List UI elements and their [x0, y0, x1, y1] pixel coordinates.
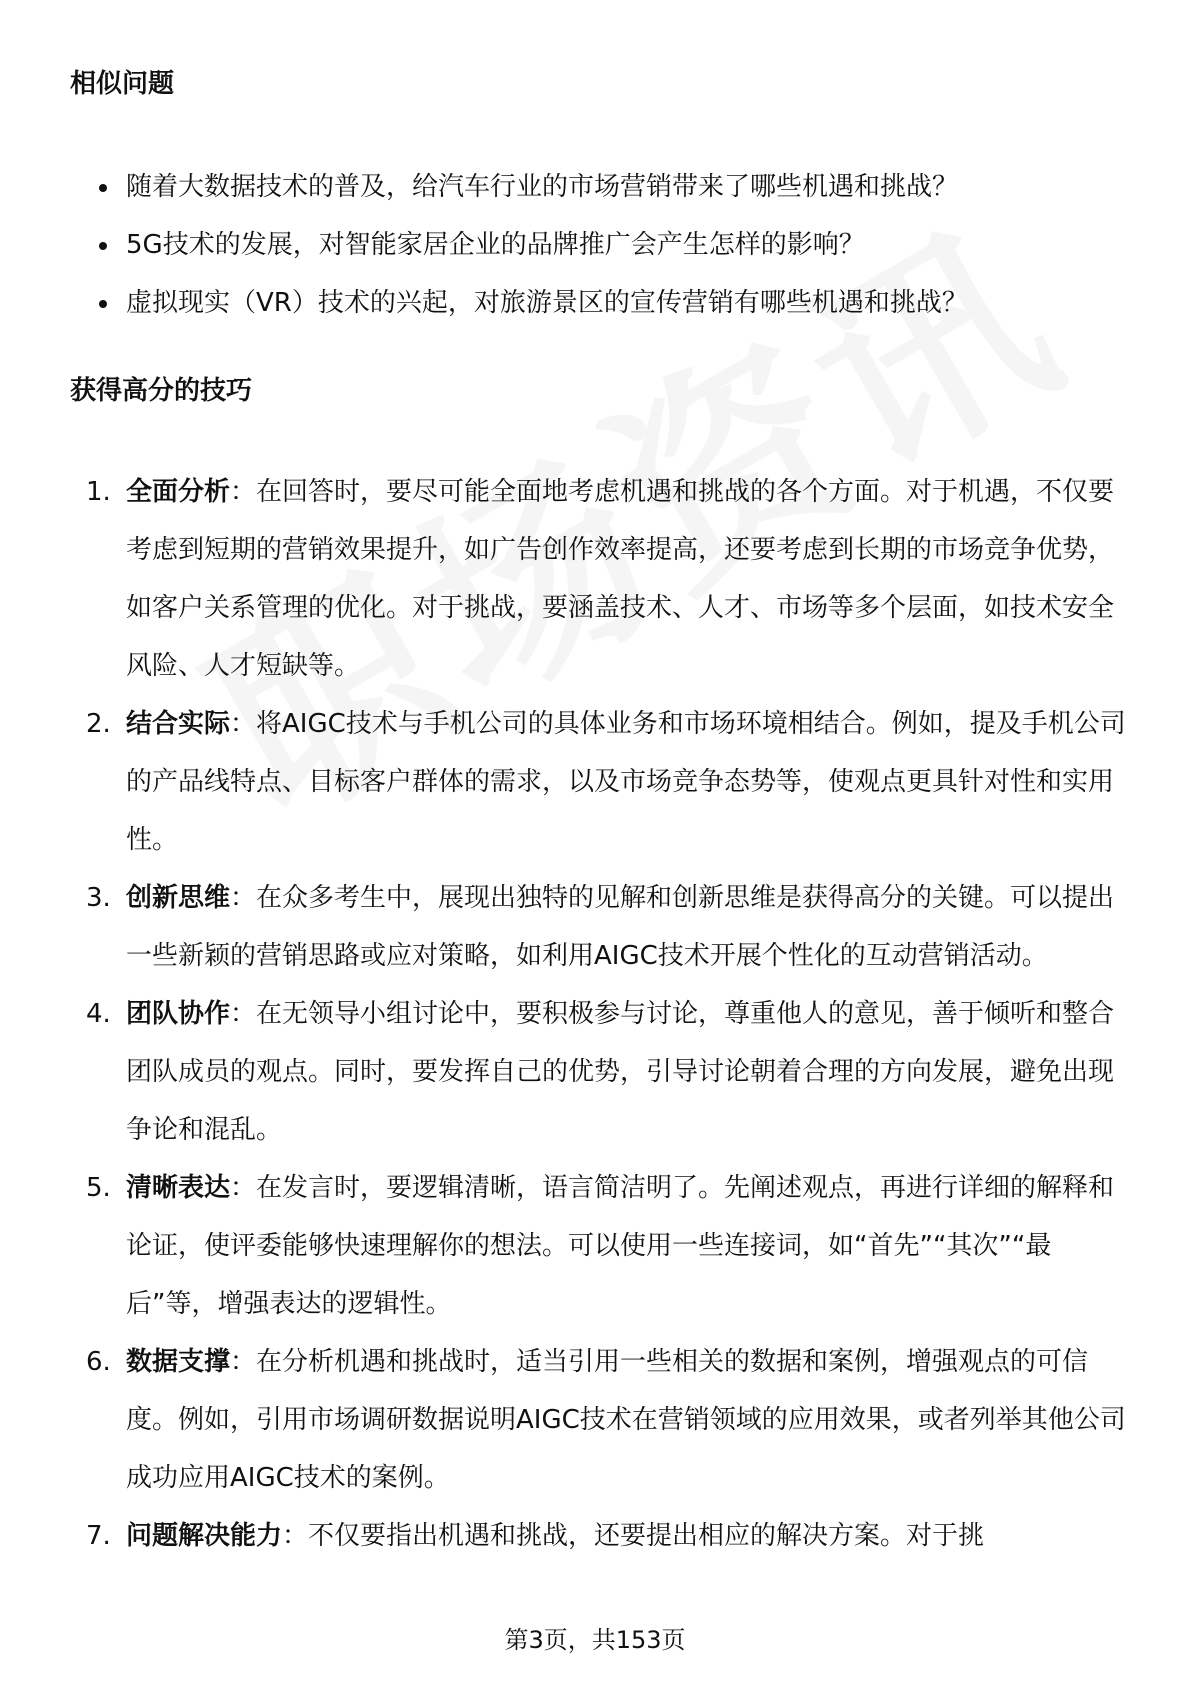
item-text: ：在回答时，要尽可能全面地考虑机遇和挑战的各个方面。对于机遇，不仅要考虑到短期的营销效果提升，如广告创作效率提高，还要考虑到长期的市场竞争优势，如客户关系管理的优化。对于挑战，要涵盖技术、人才、市场等多个层面，如技术安全风险、人才短缺等。: [126, 477, 1115, 681]
item-term: 问题解决能力: [126, 1521, 283, 1551]
similar-questions-list: [0, 158, 1190, 332]
list-item: [0, 463, 1126, 695]
section-title-similar-questions: 相似问题: [70, 69, 175, 99]
list-item: 虚拟现实（VR）技术的兴起，对旅游景区的宣传营销有哪些机遇和挑战？: [0, 274, 1190, 332]
item-text: ：在无领导小组讨论中，要积极参与讨论，尊重他人的意见，善于倾听和整合团队成员的观点。同时，要发挥自己的优势，引导讨论朝着合理的方向发展，避免出现争论和混乱。: [126, 999, 1115, 1145]
section-title-high-score-tips: 获得高分的技巧: [70, 376, 253, 406]
item-number: 3.: [86, 883, 111, 913]
item-text: ：将AIGC技术与手机公司的具体业务和市场环境相结合。例如，提及手机公司的产品线特点、目标客户群体的需求，以及市场竞争态势等，使观点更具针对性和实用性。: [126, 709, 1126, 855]
item-term: 创新思维: [126, 883, 231, 913]
item-number: 1.: [86, 477, 111, 507]
tips-list: [0, 463, 1190, 1565]
list-item: 随着大数据技术的普及，给汽车行业的市场营销带来了哪些机遇和挑战？: [0, 158, 1190, 216]
item-term: 结合实际: [126, 709, 231, 739]
page-number: 第3页，共153页: [504, 1626, 686, 1654]
item-term: 全面分析: [126, 477, 231, 507]
list-item: [0, 1333, 1126, 1507]
item-number: 2.: [86, 709, 111, 739]
item-text: ：在众多考生中，展现出独特的见解和创新思维是获得高分的关键。可以提出一些新颖的营销思路或应对策略，如利用AIGC技术开展个性化的互动营销活动。: [126, 883, 1115, 971]
item-term: 清晰表达: [126, 1173, 231, 1203]
item-text: ：在分析机遇和挑战时，适当引用一些相关的数据和案例，增强观点的可信度。例如，引用市场调研数据说明AIGC技术在营销领域的应用效果，或者列举其他公司成功应用AIGC技术的案例。: [126, 1347, 1126, 1493]
item-term: 数据支撑: [126, 1347, 231, 1377]
item-number: 6.: [86, 1347, 111, 1377]
item-number: 7.: [86, 1521, 111, 1551]
list-item: [0, 985, 1126, 1159]
item-text: ：不仅要指出机遇和挑战，还要提出相应的解决方案。对于挑: [282, 1521, 985, 1551]
list-item: [0, 1507, 1126, 1565]
list-item: [0, 1159, 1126, 1333]
item-term: 团队协作: [126, 999, 231, 1029]
item-number: 5.: [86, 1173, 111, 1203]
list-item: [0, 695, 1126, 869]
item-number: 4.: [86, 999, 111, 1029]
item-text: ：在发言时，要逻辑清晰，语言简洁明了。先阐述观点，再进行详细的解释和论证，使评委能够快速理解你的想法。可以使用一些连接词，如“首先”“其次”“最后”等，增强表达的逻辑性。: [126, 1173, 1115, 1319]
list-item: [0, 869, 1126, 985]
list-item: 5G技术的发展，对智能家居企业的品牌推广会产生怎样的影响？: [0, 216, 1190, 274]
